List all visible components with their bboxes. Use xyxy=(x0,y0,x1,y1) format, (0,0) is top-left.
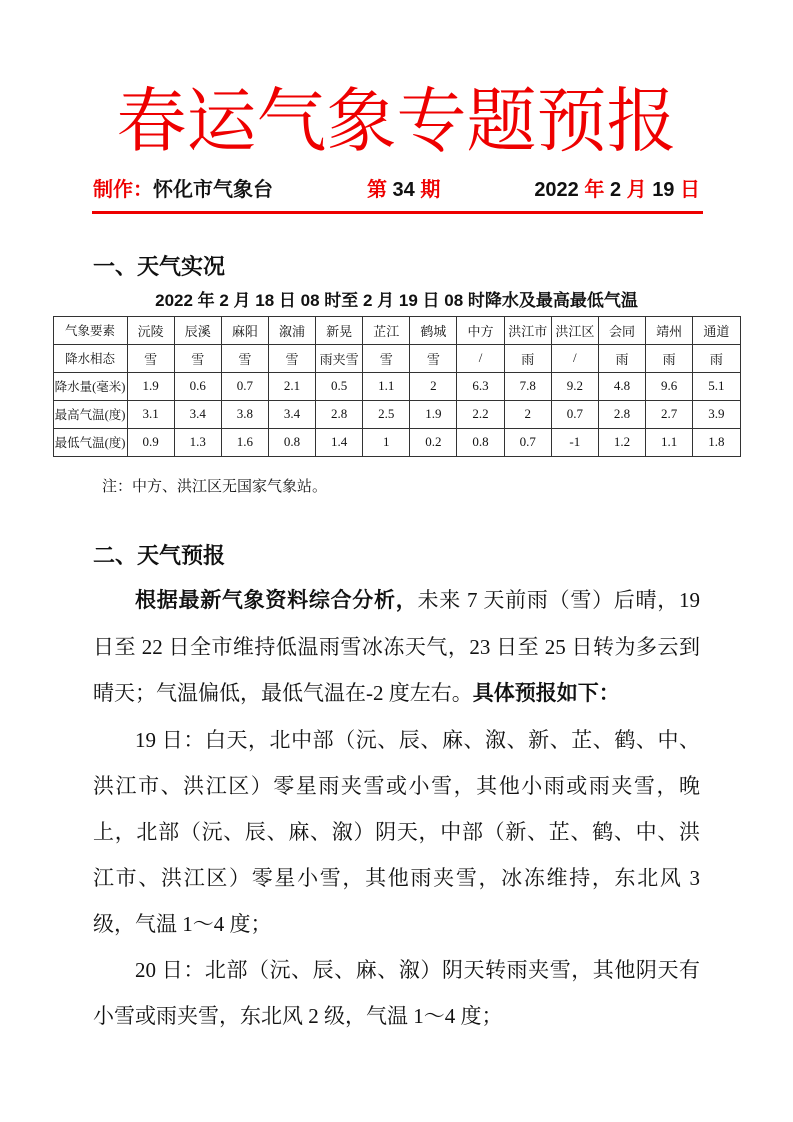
table-cell: 0.5 xyxy=(316,372,363,400)
table-cell: 2.5 xyxy=(363,400,410,428)
forecast-day19-paragraph: 19 日：白天，北中部（沅、辰、麻、溆、新、芷、鹤、中、洪江市、洪江区）零星雨夹雪或小雪，其他小雨或雨夹雪，晚上，北部（沅、辰、麻、溆）阴天，中部（新、芷、鹤、中、洪江市、洪江区）零星小雪，其他雨夹雪，冰冻维持，东北风 3 级，气温 1～4 度； xyxy=(93,727,700,936)
section-1-heading: 一、天气实况 xyxy=(93,254,226,279)
table-cell: 7.8 xyxy=(504,372,551,400)
intro-body: 未来 7 天前雨（雪）后晴，19 日至 22 日全市维持低温雨雪冰冻天气，23 日至 25 日转为多云到晴天；气温偏低，最低气温在-2 度左右。 xyxy=(93,587,700,705)
table-cell: 1.3 xyxy=(174,428,221,456)
table-cell: 雪 xyxy=(221,344,268,372)
forecast-day20-paragraph: 20 日：北部（沅、辰、麻、溆）阴天转雨夹雪，其他阴天有小雪或雨夹雪，东北风 2 级，气温 1～4 度； xyxy=(93,957,700,1028)
date-year: 2022 xyxy=(534,179,579,201)
table-cell: 雨 xyxy=(598,344,645,372)
column-header: 新晃 xyxy=(316,316,363,344)
red-divider xyxy=(92,211,703,214)
row-label: 降水量(毫米) xyxy=(53,372,127,400)
table-cell: 2.7 xyxy=(646,400,693,428)
forecast-body xyxy=(93,577,700,1039)
weather-table-body xyxy=(53,316,740,456)
column-header: 溆浦 xyxy=(268,316,315,344)
producer-name: 怀化市气象台 xyxy=(153,179,273,201)
table-cell: 3.4 xyxy=(268,400,315,428)
producer xyxy=(93,178,273,202)
issue-value: 34 xyxy=(392,179,415,201)
column-header: 靖州 xyxy=(646,316,693,344)
producer-label: 制作： xyxy=(93,179,153,201)
table-cell: -1 xyxy=(551,428,598,456)
date-year-label: 年 xyxy=(584,179,605,201)
issue-prefix: 第 xyxy=(366,179,387,201)
table-cell: 3.9 xyxy=(693,400,740,428)
table-cell: 雪 xyxy=(410,344,457,372)
table-cell: 1.8 xyxy=(693,428,740,456)
row-label: 降水相态 xyxy=(53,344,127,372)
column-header: 会同 xyxy=(598,316,645,344)
table-cell: 雨 xyxy=(504,344,551,372)
table-cell: 0.7 xyxy=(551,400,598,428)
column-header: 通道 xyxy=(693,316,740,344)
table-cell: / xyxy=(551,344,598,372)
table-cell: 2 xyxy=(504,400,551,428)
issue-suffix: 期 xyxy=(420,179,441,201)
table-corner-header: 气象要素 xyxy=(53,316,127,344)
table-cell: 3.4 xyxy=(174,400,221,428)
row-label: 最高气温(度) xyxy=(53,400,127,428)
column-header: 鹤城 xyxy=(410,316,457,344)
table-note: 注：中方、洪江区无国家气象站。 xyxy=(102,478,328,495)
table-cell: 0.7 xyxy=(504,428,551,456)
table-cell: 1.2 xyxy=(598,428,645,456)
table-cell: 雨夹雪 xyxy=(316,344,363,372)
issue-date xyxy=(534,178,700,202)
table-cell: 9.2 xyxy=(551,372,598,400)
page-title: 春运气象专题预报 xyxy=(116,84,677,161)
table-cell: 3.8 xyxy=(221,400,268,428)
table-cell: 0.2 xyxy=(410,428,457,456)
bulletin-meta-row xyxy=(93,178,700,202)
column-header: 洪江市 xyxy=(504,316,551,344)
table-header-row xyxy=(53,316,740,344)
table-cell: / xyxy=(457,344,504,372)
forecast-intro-paragraph xyxy=(93,577,700,717)
table-title: 2022 年 2 月 18 日 08 时至 2 月 19 日 08 时降水及最高最低气温 xyxy=(155,291,638,311)
date-month: 2 xyxy=(609,179,622,201)
table-cell: 2.8 xyxy=(316,400,363,428)
weather-table xyxy=(53,316,741,457)
intro-bold-lead: 根据最新气象资料综合分析， xyxy=(135,588,418,612)
issue-number xyxy=(367,178,440,202)
column-header: 麻阳 xyxy=(221,316,268,344)
table-row xyxy=(53,372,740,400)
table-row xyxy=(53,400,740,428)
intro-bold-tail: 具体预报如下： xyxy=(472,681,620,705)
table-cell: 1 xyxy=(363,428,410,456)
table-cell: 雪 xyxy=(363,344,410,372)
table-cell: 1.9 xyxy=(127,372,174,400)
column-header: 辰溪 xyxy=(174,316,221,344)
table-cell: 雪 xyxy=(127,344,174,372)
table-cell: 1.1 xyxy=(646,428,693,456)
table-cell: 1.4 xyxy=(316,428,363,456)
table-cell: 0.8 xyxy=(457,428,504,456)
date-day-label: 日 xyxy=(680,179,700,201)
table-cell: 1.1 xyxy=(363,372,410,400)
table-cell: 2.2 xyxy=(457,400,504,428)
table-cell: 9.6 xyxy=(646,372,693,400)
table-cell: 0.7 xyxy=(221,372,268,400)
table-cell: 3.1 xyxy=(127,400,174,428)
table-cell: 2.1 xyxy=(268,372,315,400)
column-header: 中方 xyxy=(457,316,504,344)
table-cell: 雨 xyxy=(646,344,693,372)
section-2-heading: 二、天气预报 xyxy=(93,543,226,569)
column-header: 洪江区 xyxy=(551,316,598,344)
table-row xyxy=(53,344,740,372)
table-cell: 5.1 xyxy=(693,372,740,400)
table-cell: 0.6 xyxy=(174,372,221,400)
date-month-label: 月 xyxy=(626,179,647,201)
table-cell: 2 xyxy=(410,372,457,400)
table-cell: 4.8 xyxy=(598,372,645,400)
table-cell: 雪 xyxy=(174,344,221,372)
table-cell: 6.3 xyxy=(457,372,504,400)
table-cell: 2.8 xyxy=(598,400,645,428)
table-cell: 1.9 xyxy=(410,400,457,428)
table-cell: 雪 xyxy=(268,344,315,372)
column-header: 芷江 xyxy=(363,316,410,344)
table-cell: 0.9 xyxy=(127,428,174,456)
date-day: 19 xyxy=(652,179,675,201)
table-row xyxy=(53,428,740,456)
table-cell: 0.8 xyxy=(268,428,315,456)
row-label: 最低气温(度) xyxy=(53,428,127,456)
table-cell: 雨 xyxy=(693,344,740,372)
table-cell: 1.6 xyxy=(221,428,268,456)
column-header: 沅陵 xyxy=(127,316,174,344)
